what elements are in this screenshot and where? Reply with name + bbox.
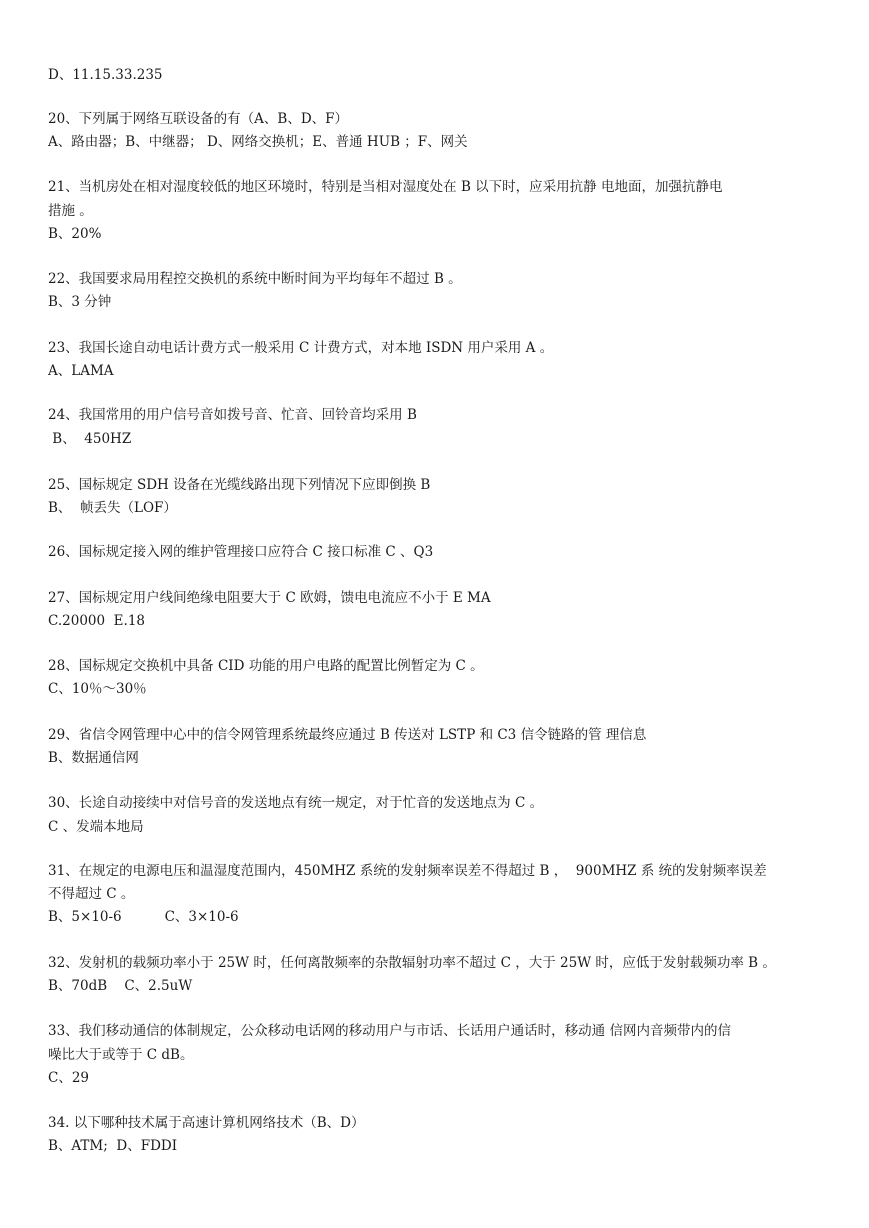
- answer-line: B、数据通信网: [48, 750, 139, 766]
- question-line: 20、下列属于网络互联设备的有（A、B、D、F）: [48, 111, 349, 127]
- question-line: 28、国标规定交换机中具备 CID 功能的用户电路的配置比例暂定为 C 。: [48, 658, 484, 674]
- answer-line: B、70dB C、2.5uW: [48, 978, 193, 994]
- answer-line: B、20%: [48, 226, 102, 242]
- answer-line: B、 450HZ: [48, 431, 132, 447]
- question-line: 23、我国长途自动电话计费方式一般采用 C 计费方式，对本地 ISDN 用户采用 A 。: [48, 340, 554, 356]
- answer-line: B、 帧丢失（LOF）: [48, 500, 177, 516]
- question-line-cont: 措施 。: [48, 203, 93, 219]
- answer-line: C.20000 E.18: [48, 613, 145, 629]
- question-line-cont: 噪比大于或等于 C dB。: [48, 1047, 194, 1063]
- question-line: 34. 以下哪种技术属于高速计算机网络技术（B、D）: [48, 1115, 365, 1131]
- answer-line: B、5×10-6 C、3×10-6: [48, 909, 239, 925]
- question-line: 27、国标规定用户线间绝缘电阻要大于 C 欧姆，馈电电流应不小于 E MA: [48, 590, 491, 606]
- answer-line: C 、发端本地局: [48, 819, 144, 835]
- answer-line: B、ATM; D、FDDI: [48, 1138, 178, 1154]
- question-line: 24、我国常用的用户信号音如拨号音、忙音、回铃音均采用 B: [48, 407, 417, 423]
- question-line: 32、发射机的载频功率小于 25W 时，任何离散频率的杂散辐射功率不超过 C ，大于 25W 时，应低于发射载频功率 B 。: [48, 955, 776, 971]
- answer-line: A、LAMA: [48, 363, 114, 379]
- question-line: 21、当机房处在相对湿度较低的地区环境时，特别是当相对湿度处在 B 以下时，应采用抗静 电地面，加强抗静电: [48, 179, 723, 195]
- question-line: 33、我们移动通信的体制规定，公众移动电话网的移动用户与市话、长话用户通话时，移动通 信网内音频带内的信: [48, 1023, 731, 1039]
- answer-line: B、3 分钟: [48, 294, 112, 310]
- answer-line: C、10％～30％: [48, 681, 147, 697]
- answer-line: A、路由器；B、中继器； D、网络交换机；E、普通 HUB ；F、网关: [48, 134, 468, 150]
- question-line: 30、长途自动接续中对信号音的发送地点有统一规定，对于忙音的发送地点为 C 。: [48, 795, 544, 811]
- question-line: 31、在规定的电源电压和温湿度范围内，450MHZ 系统的发射频率误差不得超过 B ， 900MHZ 系 统的发射频率误差: [48, 863, 767, 879]
- question-line: 25、国标规定 SDH 设备在光缆线路出现下列情况下应即倒换 B: [48, 477, 431, 493]
- question-line: 22、我国要求局用程控交换机的系统中断时间为平均每年不超过 B 。: [48, 271, 462, 287]
- question-line-cont: 不得超过 C 。: [48, 886, 135, 902]
- answer-line: C、29: [48, 1070, 90, 1086]
- question-line: 26、国标规定接入网的维护管理接口应符合 C 接口标准 C 、Q3: [48, 544, 434, 560]
- answer-line: D、11.15.33.235: [48, 67, 163, 83]
- question-line: 29、省信令网管理中心中的信令网管理系统最终应通过 B 传送对 LSTP 和 C3 信令链路的管 理信息: [48, 727, 647, 743]
